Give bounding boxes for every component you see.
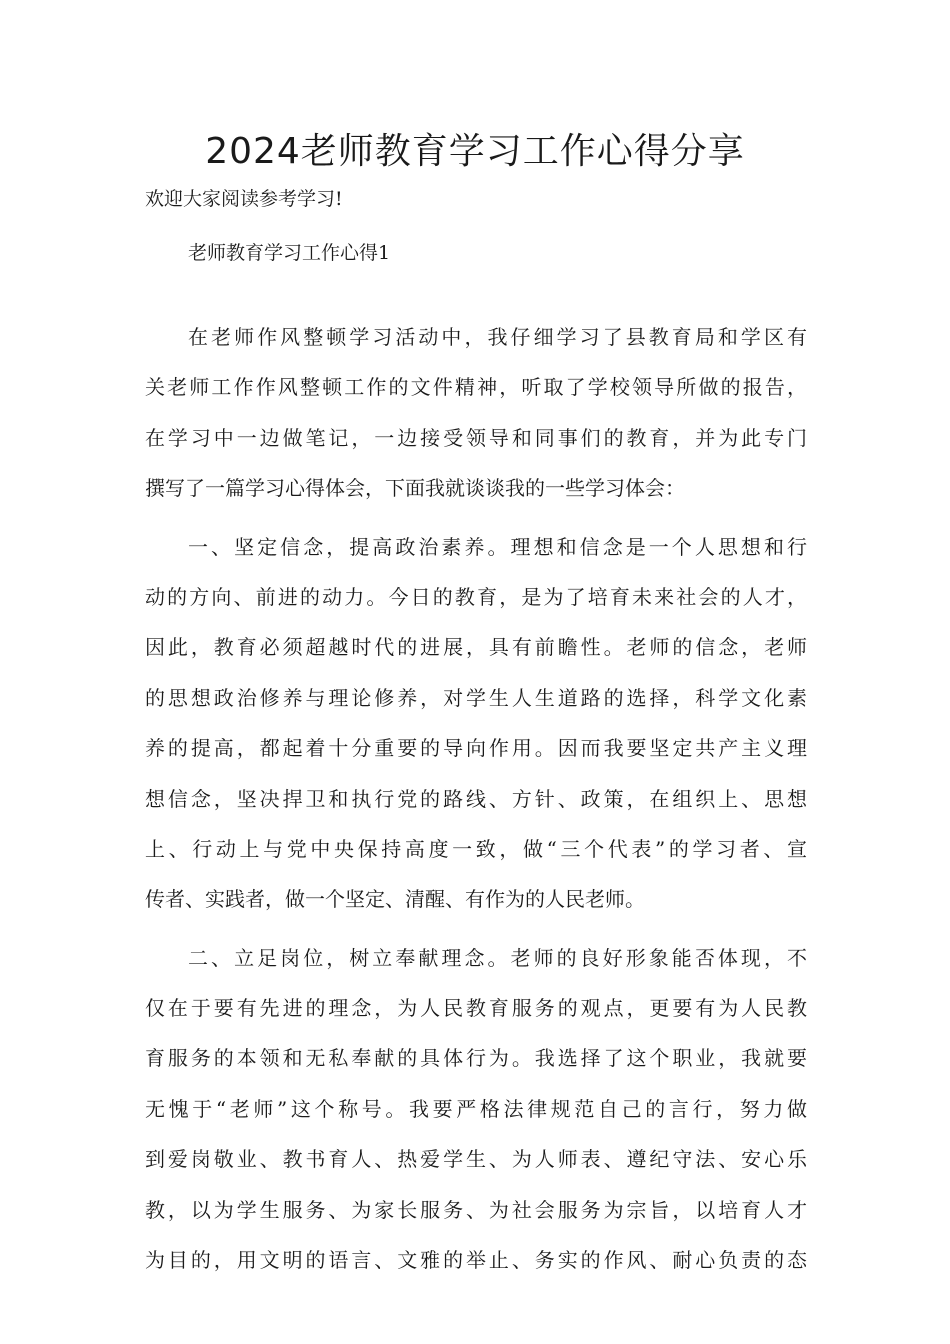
text-line: 无愧于“老师”这个称号。我要严格法律规范自己的言行，努力做: [145, 1096, 807, 1121]
welcome-line: 欢迎大家阅读参考学习!: [145, 188, 343, 210]
text-line: 上、行动上与党中央保持高度一致，做“三个代表”的学习者、宣: [145, 836, 807, 861]
text-line: 育服务的本领和无私奉献的具体行为。我选择了这个职业，我就要: [145, 1046, 807, 1071]
text-line: 想信念，坚决捍卫和执行党的路线、方针、政策，在组织上、思想: [145, 786, 807, 811]
paragraph: [145, 312, 807, 514]
text-line: 因此，教育必须超越时代的进展，具有前瞻性。老师的信念，老师: [145, 635, 807, 660]
text-line: 仅在于要有先进的理念，为人民教育服务的观点，更要有为人民教: [145, 996, 807, 1021]
section-subheading: 老师教育学习工作心得1: [188, 242, 391, 264]
text-line: 关老师工作作风整顿工作的文件精神，听取了学校领导所做的报告，: [145, 375, 807, 400]
text-line: 的思想政治修养与理论修养，对学生人生道路的选择，科学文化素: [145, 685, 807, 710]
document-title: 2024老师教育学习工作心得分享: [205, 131, 745, 172]
text-line: 为目的，用文明的语言、文雅的举止、务实的作风、耐心负责的态: [145, 1248, 807, 1273]
text-line: 二、立足岗位，树立奉献理念。老师的良好形象能否体现，不: [188, 945, 807, 970]
paragraph: [145, 522, 807, 925]
paragraph: [145, 933, 807, 1286]
text-line: 在老师作风整顿学习活动中，我仔细学习了县教育局和学区有: [188, 325, 807, 349]
document-body: [145, 312, 807, 1293]
text-line: 一、坚定信念，提高政治素养。理想和信念是一个人思想和行: [188, 534, 807, 559]
text-line: 教，以为学生服务、为家长服务、为社会服务为宗旨，以培育人才: [145, 1197, 807, 1222]
text-line: 在学习中一边做笔记，一边接受领导和同事们的教育，并为此专门: [145, 425, 807, 450]
text-line: 动的方向、前进的动力。今日的教育，是为了培育未来社会的人才，: [145, 584, 807, 609]
text-line: 传者、实践者，做一个坚定、清醒、有作为的人民老师。: [145, 887, 645, 912]
text-line: 养的提高，都起着十分重要的导向作用。因而我要坚定共产主义理: [145, 736, 807, 761]
text-line: 到爱岗敬业、教书育人、热爱学生、为人师表、遵纪守法、安心乐: [145, 1147, 807, 1172]
text-line: 撰写了一篇学习心得体会，下面我就谈谈我的一些学习体会：: [145, 476, 685, 501]
